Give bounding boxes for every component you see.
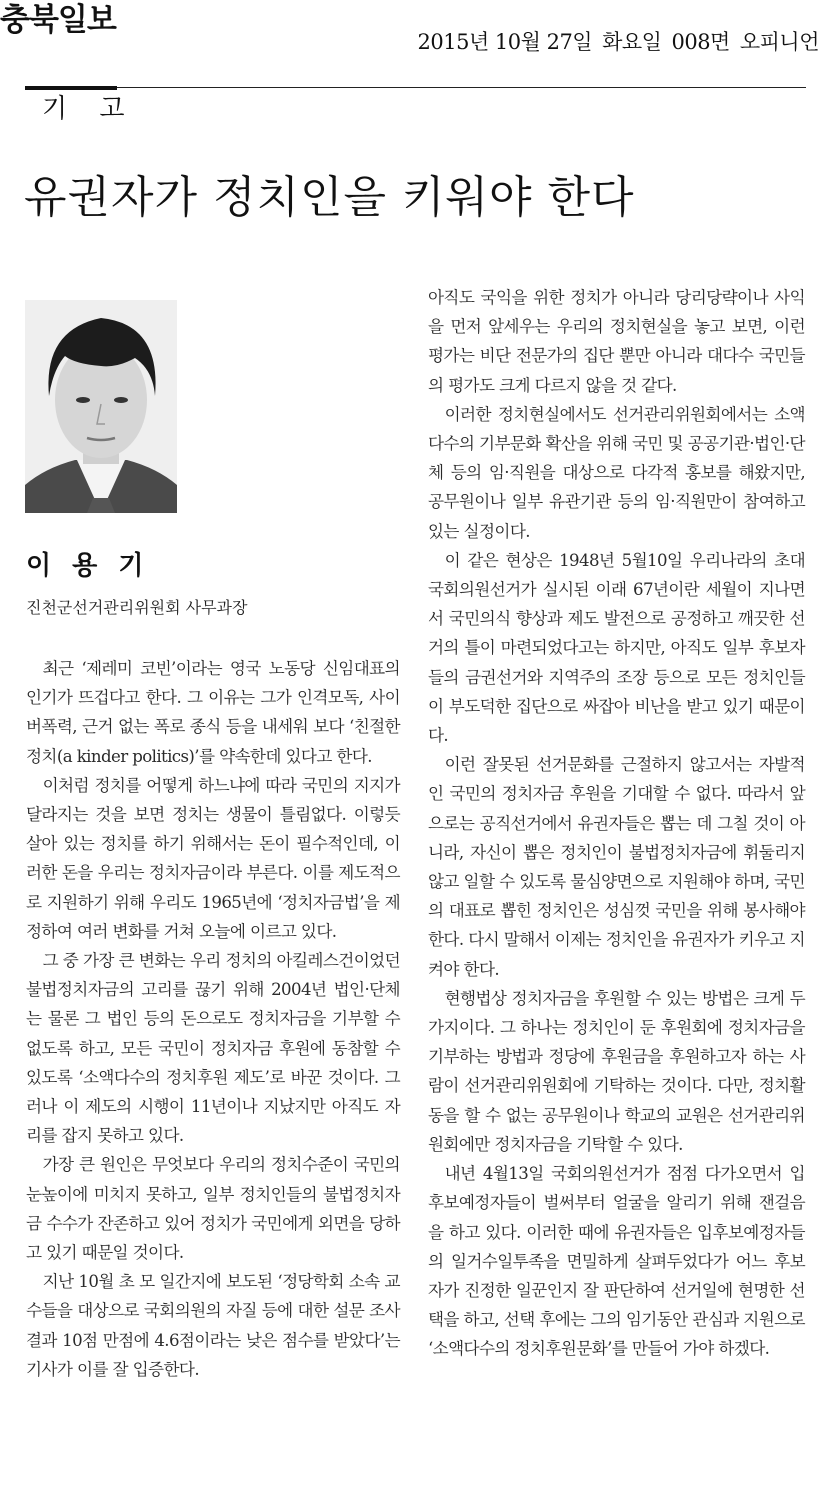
article-column-left	[26, 654, 400, 1384]
portrait-image	[25, 300, 177, 513]
author-affiliation: 진천군선거관리위원회 사무과장	[26, 598, 248, 617]
paragraph: 이런 잘못된 선거문화를 근절하지 않고서는 자발적인 국민의 정치자금 후원을 기대할 수 없다. 따라서 앞으로는 공직선거에서 유권자들은 뽑는 데 그칠 것이 아니라, 자신이 뽑은 정치인이 불법정치자금에 휘둘리지 않고 일할 수 있도록 물심양면으로 지원해야 하며, 국민의 대표로 뽑힌 정치인은 성심껏 국민을 위해 봉사해야 한다. 다시 말해서 이제는 정치인을 유권자가 키우고 지켜야 한다.	[428, 755, 805, 979]
paragraph: 내년 4월13일 국회의원선거가 점점 다가오면서 입후보예정자들이 벌써부터 얼굴을 알리기 위해 잰걸음을 하고 있다. 이러한 때에 유권자들은 입후보예정자들의 일거수일투족을 면밀하게 살펴두었다가 어느 후보자가 진정한 일꾼인지 잘 판단하여 선거일에 현명한 선택을 하고, 선택 후에는 그의 임기동안 관심과 지원으로 ‘소액다수의 정치후원문화’를 만들어 가야 하겠다.	[428, 1164, 805, 1359]
publication-date: 2015년 10월 27일	[417, 30, 593, 54]
dateline	[408, 28, 820, 56]
page-number: 008면	[671, 30, 730, 54]
article-headline: 유권자가 정치인을 키워야 한다	[24, 172, 635, 223]
author-photo	[25, 300, 177, 513]
header-divider	[25, 87, 806, 88]
paragraph: 현행법상 정치자금을 후원할 수 있는 방법은 크게 두 가지이다. 그 하나는 정치인이 둔 후원회에 정치자금을 기부하는 방법과 정당에 후원금을 후원하고자 하는 사람이 선거관리위원회에 기탁하는 것이다. 다만, 정치활동을 할 수 없는 공무원이나 학교의 교원은 선거관리위원회에만 정치자금을 기탁할 수 있다.	[428, 988, 805, 1154]
section-label: 기 고	[42, 94, 137, 124]
section-accent-bar	[25, 86, 117, 90]
paragraph: 지난 10월 초 모 일간지에 보도된 ‘정당학회 소속 교수들을 대상으로 국회의원의 자질 등에 대한 설문 조사 결과 10점 만점에 4.6점이라는 낮은 점수를 받았다’는 기사가 이를 잘 입증한다.	[26, 1272, 400, 1379]
section-name: 오피니언	[739, 30, 819, 54]
article-column-right	[428, 283, 805, 1364]
publication-weekday: 화요일	[602, 30, 662, 54]
paragraph: 최근 ‘제레미 코빈’이라는 영국 노동당 신임대표의 인기가 뜨겁다고 한다. 그 이유는 그가 인격모독, 사이버폭력, 근거 없는 폭로 종식 등을 내세워 보다 ‘친절한 정치(a kinder politics)’를 약속한데 있다고 한다.	[26, 659, 400, 766]
paragraph: 이 같은 현상은 1948년 5월10일 우리나라의 초대 국회의원선거가 실시된 이래 67년이란 세월이 지나면서 국민의식 향상과 제도 발전으로 공정하고 깨끗한 선거의 틀이 마련되었다고는 하지만, 아직도 일부 후보자들의 금권선거와 지역주의 조장 등으로 모든 정치인들이 부도덕한 집단으로 싸잡아 비난을 받고 있기 때문이다.	[428, 550, 805, 746]
author-name: 이 용 기	[26, 551, 150, 581]
paragraph: 이러한 정치현실에서도 선거관리위원회에서는 소액다수의 기부문화 확산을 위해 국민 및 공공기관·법인·단체 등의 임·직원을 대상으로 다각적 홍보를 해왔지만, 공무원이나 일부 유관기관 등의 임·직원만이 참여하고 있는 실정이다.	[428, 404, 805, 541]
paragraph-continuation: 아직도 국익을 위한 정치가 아니라 당리당략이나 사익을 먼저 앞세우는 우리의 정치현실을 놓고 보면, 이런 평가는 비단 전문가의 집단 뿐만 아니라 대다수 국민들의 평가도 크게 다르지 않을 것 같다.	[428, 288, 805, 395]
newspaper-masthead: 충북일보	[0, 2, 116, 38]
paragraph: 가장 큰 원인은 무엇보다 우리의 정치수준이 국민의 눈높이에 미치지 못하고, 일부 정치인들의 불법정치자금 수수가 잔존하고 있어 정치가 국민에게 외면을 당하고 있기 때문일 것이다.	[26, 1155, 400, 1263]
paragraph: 그 중 가장 큰 변화는 우리 정치의 아킬레스건이었던 불법정치자금의 고리를 끊기 위해 2004년 법인·단체는 물론 그 법인 등의 돈으로도 정치자금을 기부할 수 없도록 하고, 모든 국민이 정치자금 후원에 동참할 수 있도록 ‘소액다수의 정치후원 제도’로 바꾼 것이다. 그러나 이 제도의 시행이 11년이나 지났지만 아직도 자리를 잡지 못하고 있다.	[26, 951, 400, 1146]
paragraph: 이처럼 정치를 어떻게 하느냐에 따라 국민의 지지가 달라지는 것을 보면 정치는 생물이 틀림없다. 이렇듯 살아 있는 정치를 하기 위해서는 돈이 필수적인데, 이러한 돈을 우리는 정치자금이라 부른다. 이를 제도적으로 지원하기 위해 우리도 1965년에 ‘정치자금법’을 제정하여 여러 변화를 거쳐 오늘에 이르고 있다.	[26, 775, 400, 941]
